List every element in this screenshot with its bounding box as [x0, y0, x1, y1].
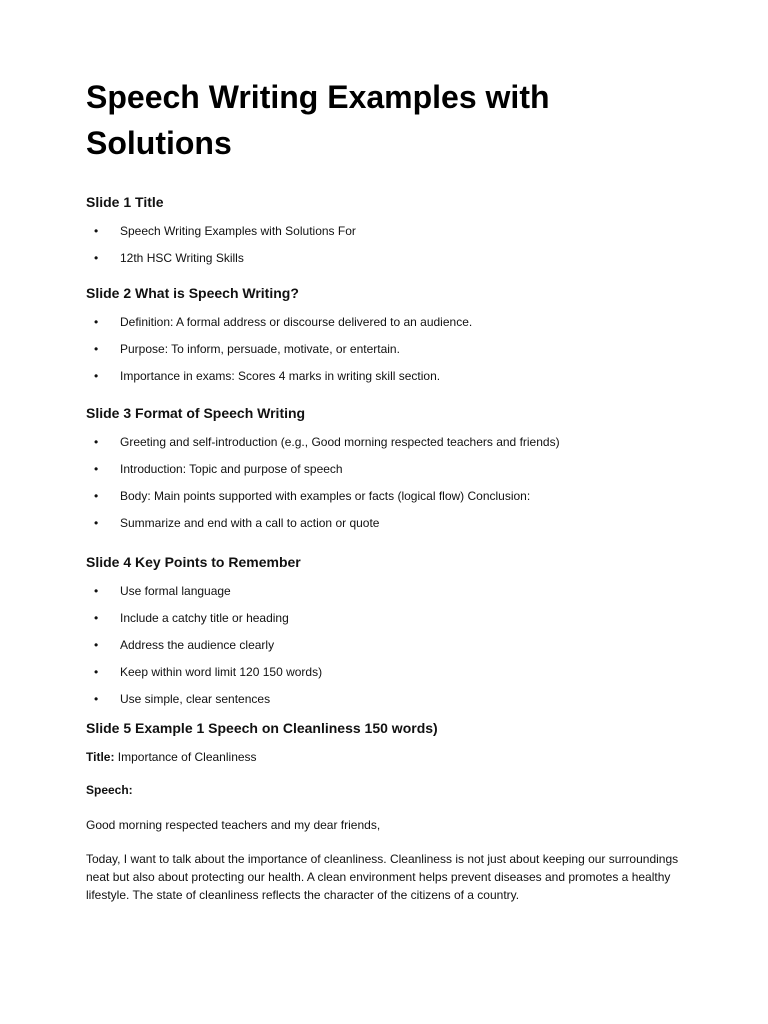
list-item: • Greeting and self-introduction (e.g., Good morning respected teachers and friends)	[94, 435, 560, 449]
bullet-icon: •	[94, 489, 99, 503]
bullet-icon: •	[94, 692, 99, 706]
bullet-icon: •	[94, 315, 99, 329]
title-label: Title:	[86, 750, 115, 764]
list-item: • Use formal language	[94, 584, 231, 598]
bullet-icon: •	[94, 369, 99, 383]
section-heading-slide-1: Slide 1 Title	[86, 194, 164, 210]
list-item: • Introduction: Topic and purpose of speech	[94, 462, 343, 476]
bullet-list-slide-3	[86, 434, 696, 532]
list-item: • Include a catchy title or heading	[94, 611, 289, 625]
example-title-line	[86, 748, 696, 766]
bullet-icon: •	[94, 611, 99, 625]
section-heading-slide-3: Slide 3 Format of Speech Writing	[86, 405, 306, 421]
bullet-list-slide-4	[86, 583, 696, 708]
bullet-icon: •	[94, 665, 99, 679]
section-heading-slide-4: Slide 4 Key Points to Remember	[86, 554, 301, 570]
list-item: • Keep within word limit 120 150 words)	[94, 665, 323, 679]
bullet-icon: •	[94, 251, 99, 265]
list-item: • 12th HSC Writing Skills	[94, 251, 244, 265]
document-content	[86, 74, 696, 904]
bullet-icon: •	[94, 224, 99, 238]
list-item: • Use simple, clear sentences	[94, 692, 271, 706]
bullet-icon: •	[94, 638, 99, 652]
bullet-icon: •	[94, 462, 99, 476]
bullet-list-slide-2	[86, 314, 696, 385]
bullet-icon: •	[94, 342, 99, 356]
bullet-icon: •	[94, 516, 99, 530]
speech-label: Speech:	[86, 783, 133, 797]
list-item: • Summarize and end with a call to action or quote	[94, 516, 380, 530]
bullet-icon: •	[94, 584, 99, 598]
speech-greeting: Good morning respected teachers and my dear friends,	[86, 818, 381, 832]
list-item: • Importance in exams: Scores 4 marks in writing skill section.	[94, 369, 441, 383]
list-item: • Address the audience clearly	[94, 638, 275, 652]
bullet-list-slide-1	[86, 223, 696, 267]
section-heading-slide-2: Slide 2 What is Speech Writing?	[86, 285, 299, 301]
list-item: • Speech Writing Examples with Solutions For	[94, 224, 356, 238]
list-item: • Purpose: To inform, persuade, motivate, or entertain.	[94, 342, 400, 356]
list-item: • Body: Main points supported with examples or facts (logical flow) Conclusion:	[94, 489, 531, 503]
title-value: Importance of Cleanliness	[117, 750, 257, 764]
document-title: Speech Writing Examples with Solutions	[86, 79, 550, 161]
list-item: • Definition: A formal address or discourse delivered to an audience.	[94, 315, 473, 329]
section-heading-slide-5: Slide 5 Example 1 Speech on Cleanliness 150 words)	[86, 720, 438, 736]
speech-paragraph: Today, I want to talk about the importance of cleanliness. Cleanliness is not just about keeping our surroundings neat but also about protecting our health. A clean environment helps prevent diseases and promotes a healthy lifestyle. The state of cleanliness reflects the character of the citizens of a country.	[86, 852, 679, 902]
bullet-icon: •	[94, 435, 99, 449]
